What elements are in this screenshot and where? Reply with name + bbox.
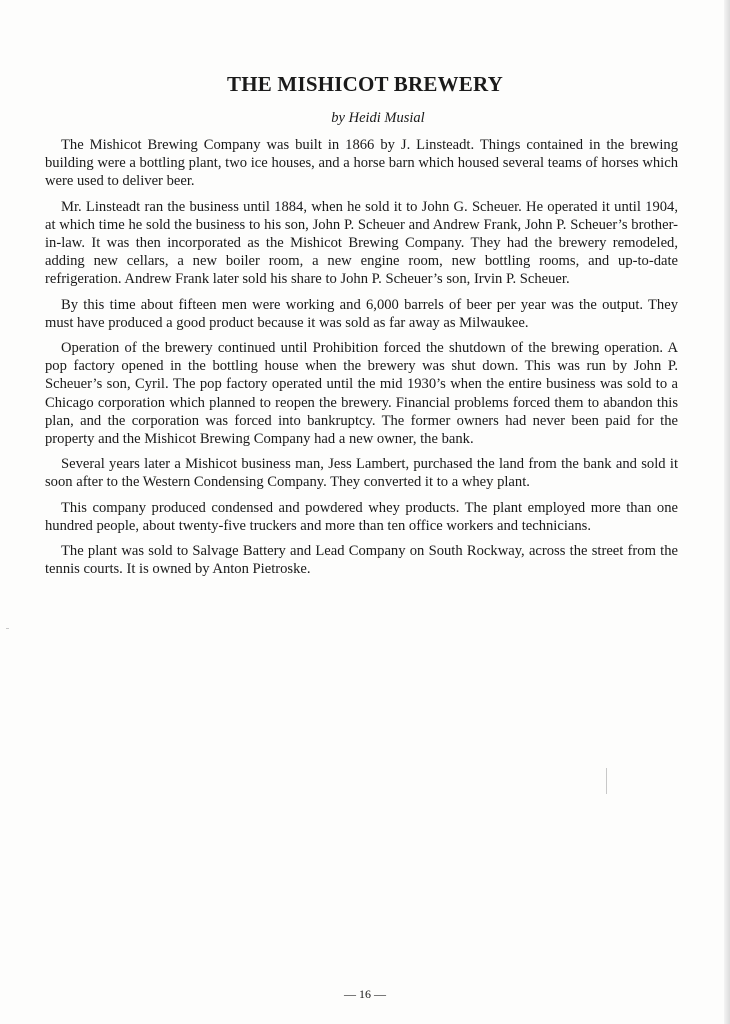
paragraph-7: The plant was sold to Salvage Battery and Lead Company on South Rockway, across the street from the tennis courts. It is owned by Anton Pietroske. [45,543,678,578]
paragraph-5: Several years later a Mishicot business man, Jess Lambert, purchased the land from the bank and sold it soon after to the Western Condensing Company. They converted it to a whey plant. [45,456,678,491]
scan-mark [606,768,607,794]
page-number: — 16 — [344,987,386,1001]
paragraph-3: By this time about fifteen men were working and 6,000 barrels of beer per year was the output. They must have produced a good product because it was sold as far away as Milwaukee. [45,296,678,331]
scan-mark [6,628,9,629]
article-body [45,136,678,585]
paragraph-2: Mr. Linsteadt ran the business until 1884, when he sold it to John G. Scheuer. He operated it until 1904, at which time he sold the business to his son, John P. Scheuer and Andrew Frank, John P. Scheuer’s brother-in-law. It was then incorporated as the Mishicot Brewing Company. They had the brewery remodeled, adding new cellars, a new boiler room, a new engine room, new bottling rooms, and up-to-date refrigeration. Andrew Frank later sold his share to John P. Scheuer’s son, Irvin P. Scheuer. [45,198,678,288]
paragraph-1: The Mishicot Brewing Company was built in 1866 by J. Linsteadt. Things contained in the brewing building were a bottling plant, two ice houses, and a horse barn which housed several teams of horses which were used to deliver beer. [45,137,678,190]
page-edge-shadow [724,0,730,1024]
article-byline: by Heidi Musial [331,110,425,126]
article-title: THE MISHICOT BREWERY [227,72,503,96]
paragraph-6: This company produced condensed and powdered whey products. The plant employed more than one hundred people, about twenty-five truckers and more than ten office workers and technicians. [45,499,678,534]
paragraph-4: Operation of the brewery continued until Prohibition forced the shutdown of the brewing operation. A pop factory opened in the bottling house when the brewery was shut down. This was run by John P. Scheuer’s son, Cyril. The pop factory operated until the mid 1930’s when the entire business was sold to a Chicago corporation which planned to reopen the brewery. Financial problems forced them to abandon this plan, and the corporation was forced into bankruptcy. The former owners had never been paid for the property and the Mishicot Brewing Company had a new owner, the bank. [45,340,678,448]
